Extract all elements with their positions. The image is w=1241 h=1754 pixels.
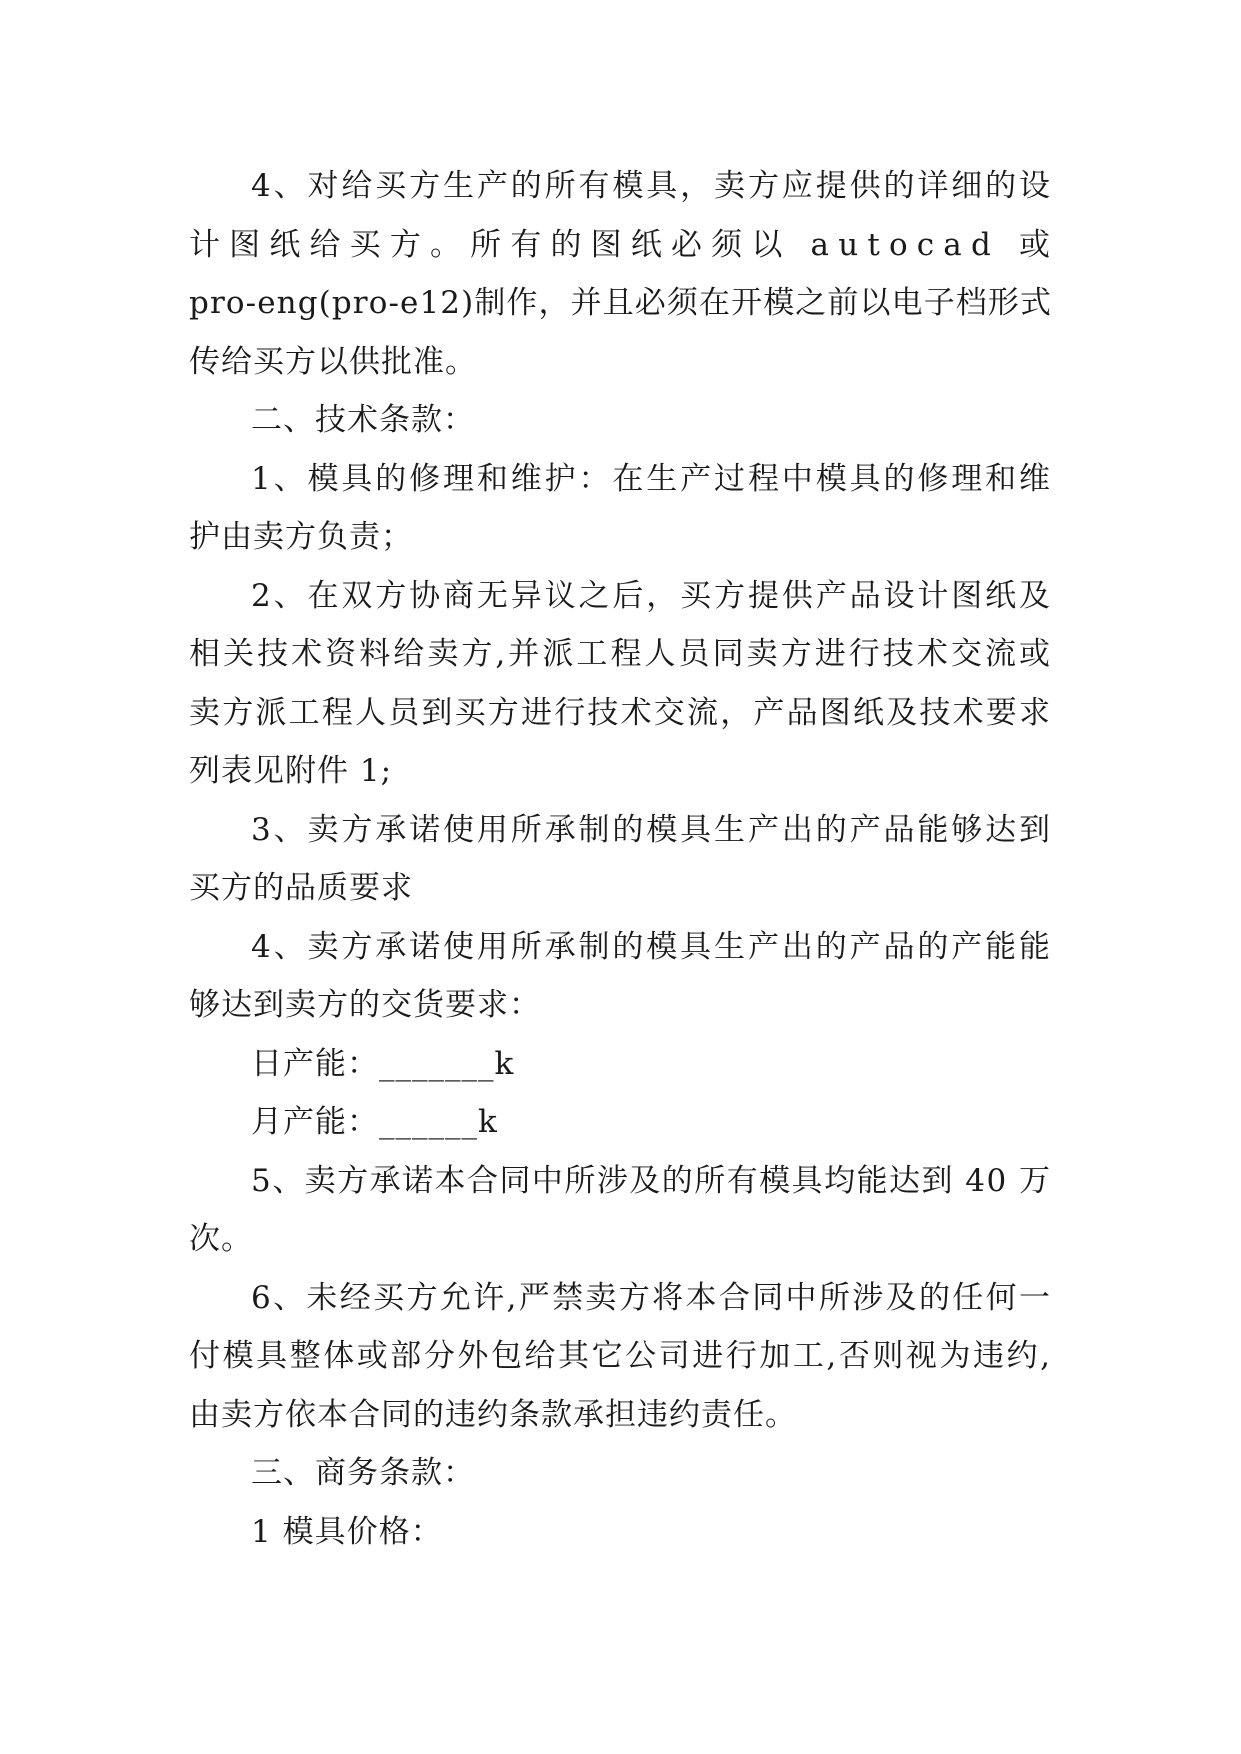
text-line: 由卖方依本合同的违约条款承担违约责任。 [189, 1396, 797, 1433]
paragraph-outsourcing-ban [189, 1269, 1051, 1445]
daily-capacity-field [189, 1035, 1051, 1094]
text-line: 3、卖方承诺使用所承制的模具生产出的产品能够达到 [251, 811, 1053, 848]
section-heading-commercial-terms [189, 1444, 1051, 1503]
monthly-capacity-label: 月产能：______k [251, 1104, 498, 1140]
text-line: 4、对给买方生产的所有模具，卖方应提供的详细的设 [251, 168, 1053, 204]
text-line: 传给买方以供批准。 [189, 343, 477, 380]
paragraph-design-drawings [189, 567, 1054, 801]
paragraph-mold-price [189, 1503, 1051, 1562]
paragraph-mold-drawings [189, 157, 1060, 391]
text-line: 护由卖方负责； [189, 519, 413, 555]
paragraph-mold-maintenance [189, 450, 1051, 567]
text-line: pro-eng(pro-e12)制作，并且必须在开模之前以电子档形式 [189, 285, 1053, 321]
text-line: 6、未经买方允许,严禁卖方将本合同中所涉及的任何一 [251, 1279, 1053, 1316]
text-line: 5、卖方承诺本合同中所涉及的所有模具均能达到 40 万 [251, 1162, 1052, 1199]
paragraph-quality-commitment [189, 801, 1051, 918]
text-line: 列表见附件 1; [189, 753, 393, 789]
document-page [189, 157, 1060, 1561]
text-line: 1、模具的修理和维护：在生产过程中模具的修理和维 [251, 460, 1053, 497]
paragraph-capacity-commitment [189, 918, 1051, 1035]
paragraph-mold-lifetime [189, 1152, 1051, 1269]
text-line: 买方的品质要求 [189, 870, 413, 906]
monthly-capacity-field [189, 1093, 1051, 1152]
text-line: 够达到卖方的交货要求： [189, 987, 541, 1023]
text-line: 2、在双方协商无异议之后，买方提供产品设计图纸及 [251, 577, 1053, 614]
text-line: 4、卖方承诺使用所承制的模具生产出的产品的产能能 [251, 928, 1053, 965]
daily-capacity-label: 日产能：_______k [251, 1045, 515, 1082]
text-line: 卖方派工程人员到买方进行技术交流，产品图纸及技术要求 [189, 694, 1053, 731]
text-line: 计图纸给买方。所有的图纸必须以 autocad 或 [189, 226, 1060, 263]
section-heading: 二、技术条款： [251, 402, 475, 438]
text-line: 相关技术资料给卖方,并派工程人员同卖方进行技术交流或 [189, 636, 1054, 672]
text-line: 1 模具价格： [251, 1513, 443, 1550]
section-heading-technical-terms [189, 391, 1051, 450]
section-heading: 三、商务条款： [251, 1455, 475, 1491]
text-line: 付模具整体或部分外包给其它公司进行加工,否则视为违约, [189, 1338, 1053, 1374]
text-line: 次。 [189, 1221, 253, 1257]
